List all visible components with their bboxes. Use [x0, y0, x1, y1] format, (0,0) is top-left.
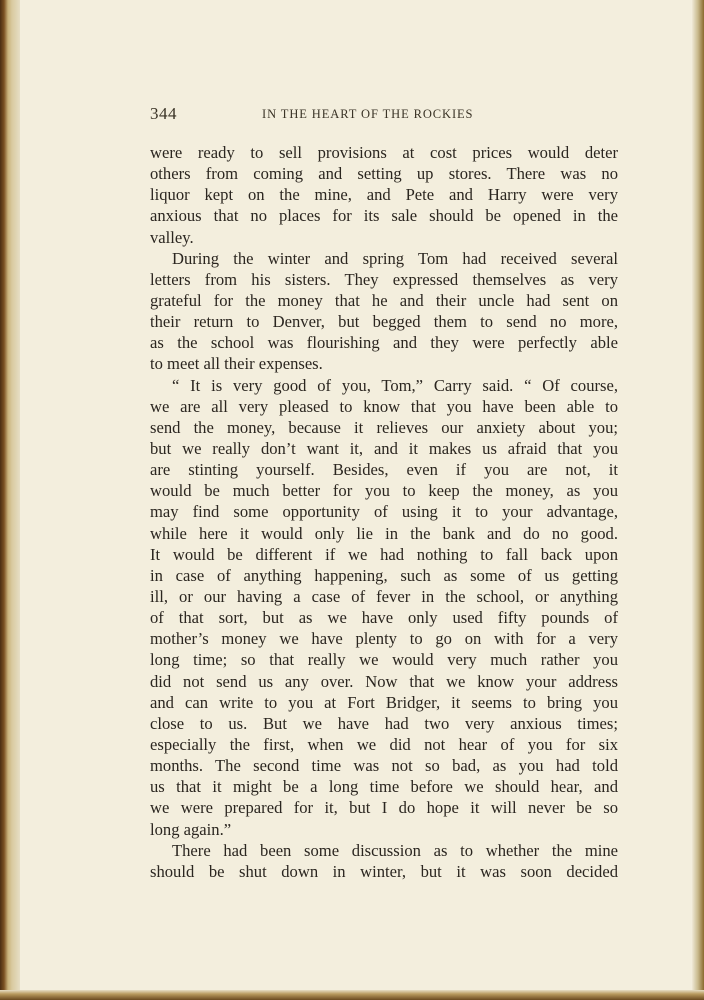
text-line: and can write to you at Fort Bridger, it seems to bring you [150, 692, 618, 712]
text-line: grateful for the money that he and their uncle had sent on [150, 290, 618, 310]
text-line: may find some opportunity of using it to your advantage, [150, 502, 618, 522]
text-line: It would be different if we had nothing to fall back upon [150, 544, 618, 564]
page-right-edge [692, 0, 704, 1000]
body-text [150, 142, 618, 882]
text-line: while here it would only lie in the bank and do no good. [150, 523, 618, 543]
text-line: There had been some discussion as to whether the mine [172, 840, 618, 860]
running-head: IN THE HEART OF THE ROCKIES [262, 107, 474, 121]
text-line: long again.” [150, 819, 232, 839]
page-header [150, 104, 618, 126]
text-line: of that sort, but as we have only used fifty pounds of [150, 608, 618, 628]
text-line: should be shut down in winter, but it was soon decided [150, 861, 618, 881]
text-line: are stinting yourself. Besides, even if you are not, it [150, 460, 618, 480]
book-spine [0, 0, 20, 1000]
page-number: 344 [150, 104, 177, 123]
text-line: as the school was flourishing and they were perfectly able [150, 333, 618, 353]
text-line: were ready to sell provisions at cost prices would deter [150, 143, 618, 162]
text-line: to meet all their expenses. [150, 354, 323, 374]
text-line: we are all very pleased to know that you have been able to [150, 396, 618, 416]
text-line: anxious that no places for its sale should be opened in the [150, 206, 618, 226]
text-line: close to us. But we have had two very anxious times; [150, 713, 618, 733]
text-line: months. The second time was not so bad, as you had told [150, 756, 618, 776]
text-line: mother’s money we have plenty to go on with for a very [150, 629, 618, 649]
text-line: valley. [150, 227, 194, 247]
text-line: long time; so that really we would very much rather you [150, 650, 618, 670]
text-line: liquor kept on the mine, and Pete and Harry were very [150, 185, 618, 205]
text-line: letters from his sisters. They expressed themselves as very [150, 269, 618, 289]
text-line: we were prepared for it, but I do hope it will never be so [150, 798, 618, 818]
text-line: us that it might be a long time before we should hear, and [150, 777, 618, 797]
text-line: but we really don’t want it, and it makes us afraid that you [150, 438, 618, 458]
text-line: did not send us any over. Now that we know your address [150, 671, 618, 691]
page-bottom-edge [0, 990, 704, 1000]
text-line: ill, or our having a case of fever in the school, or anything [150, 586, 618, 606]
text-line: their return to Denver, but begged them to send no more, [150, 312, 618, 332]
text-line: in case of anything happening, such as some of us getting [150, 565, 618, 585]
text-line: others from coming and setting up stores. There was no [150, 164, 618, 184]
text-line: “ It is very good of you, Tom,” Carry said. “ Of course, [172, 375, 618, 395]
text-line: especially the first, when we did not hear of you for six [150, 734, 618, 754]
text-line: send the money, because it relieves our anxiety about you; [150, 417, 618, 437]
text-line: would be much better for you to keep the money, as you [150, 481, 618, 501]
text-line: During the winter and spring Tom had received several [172, 248, 618, 268]
